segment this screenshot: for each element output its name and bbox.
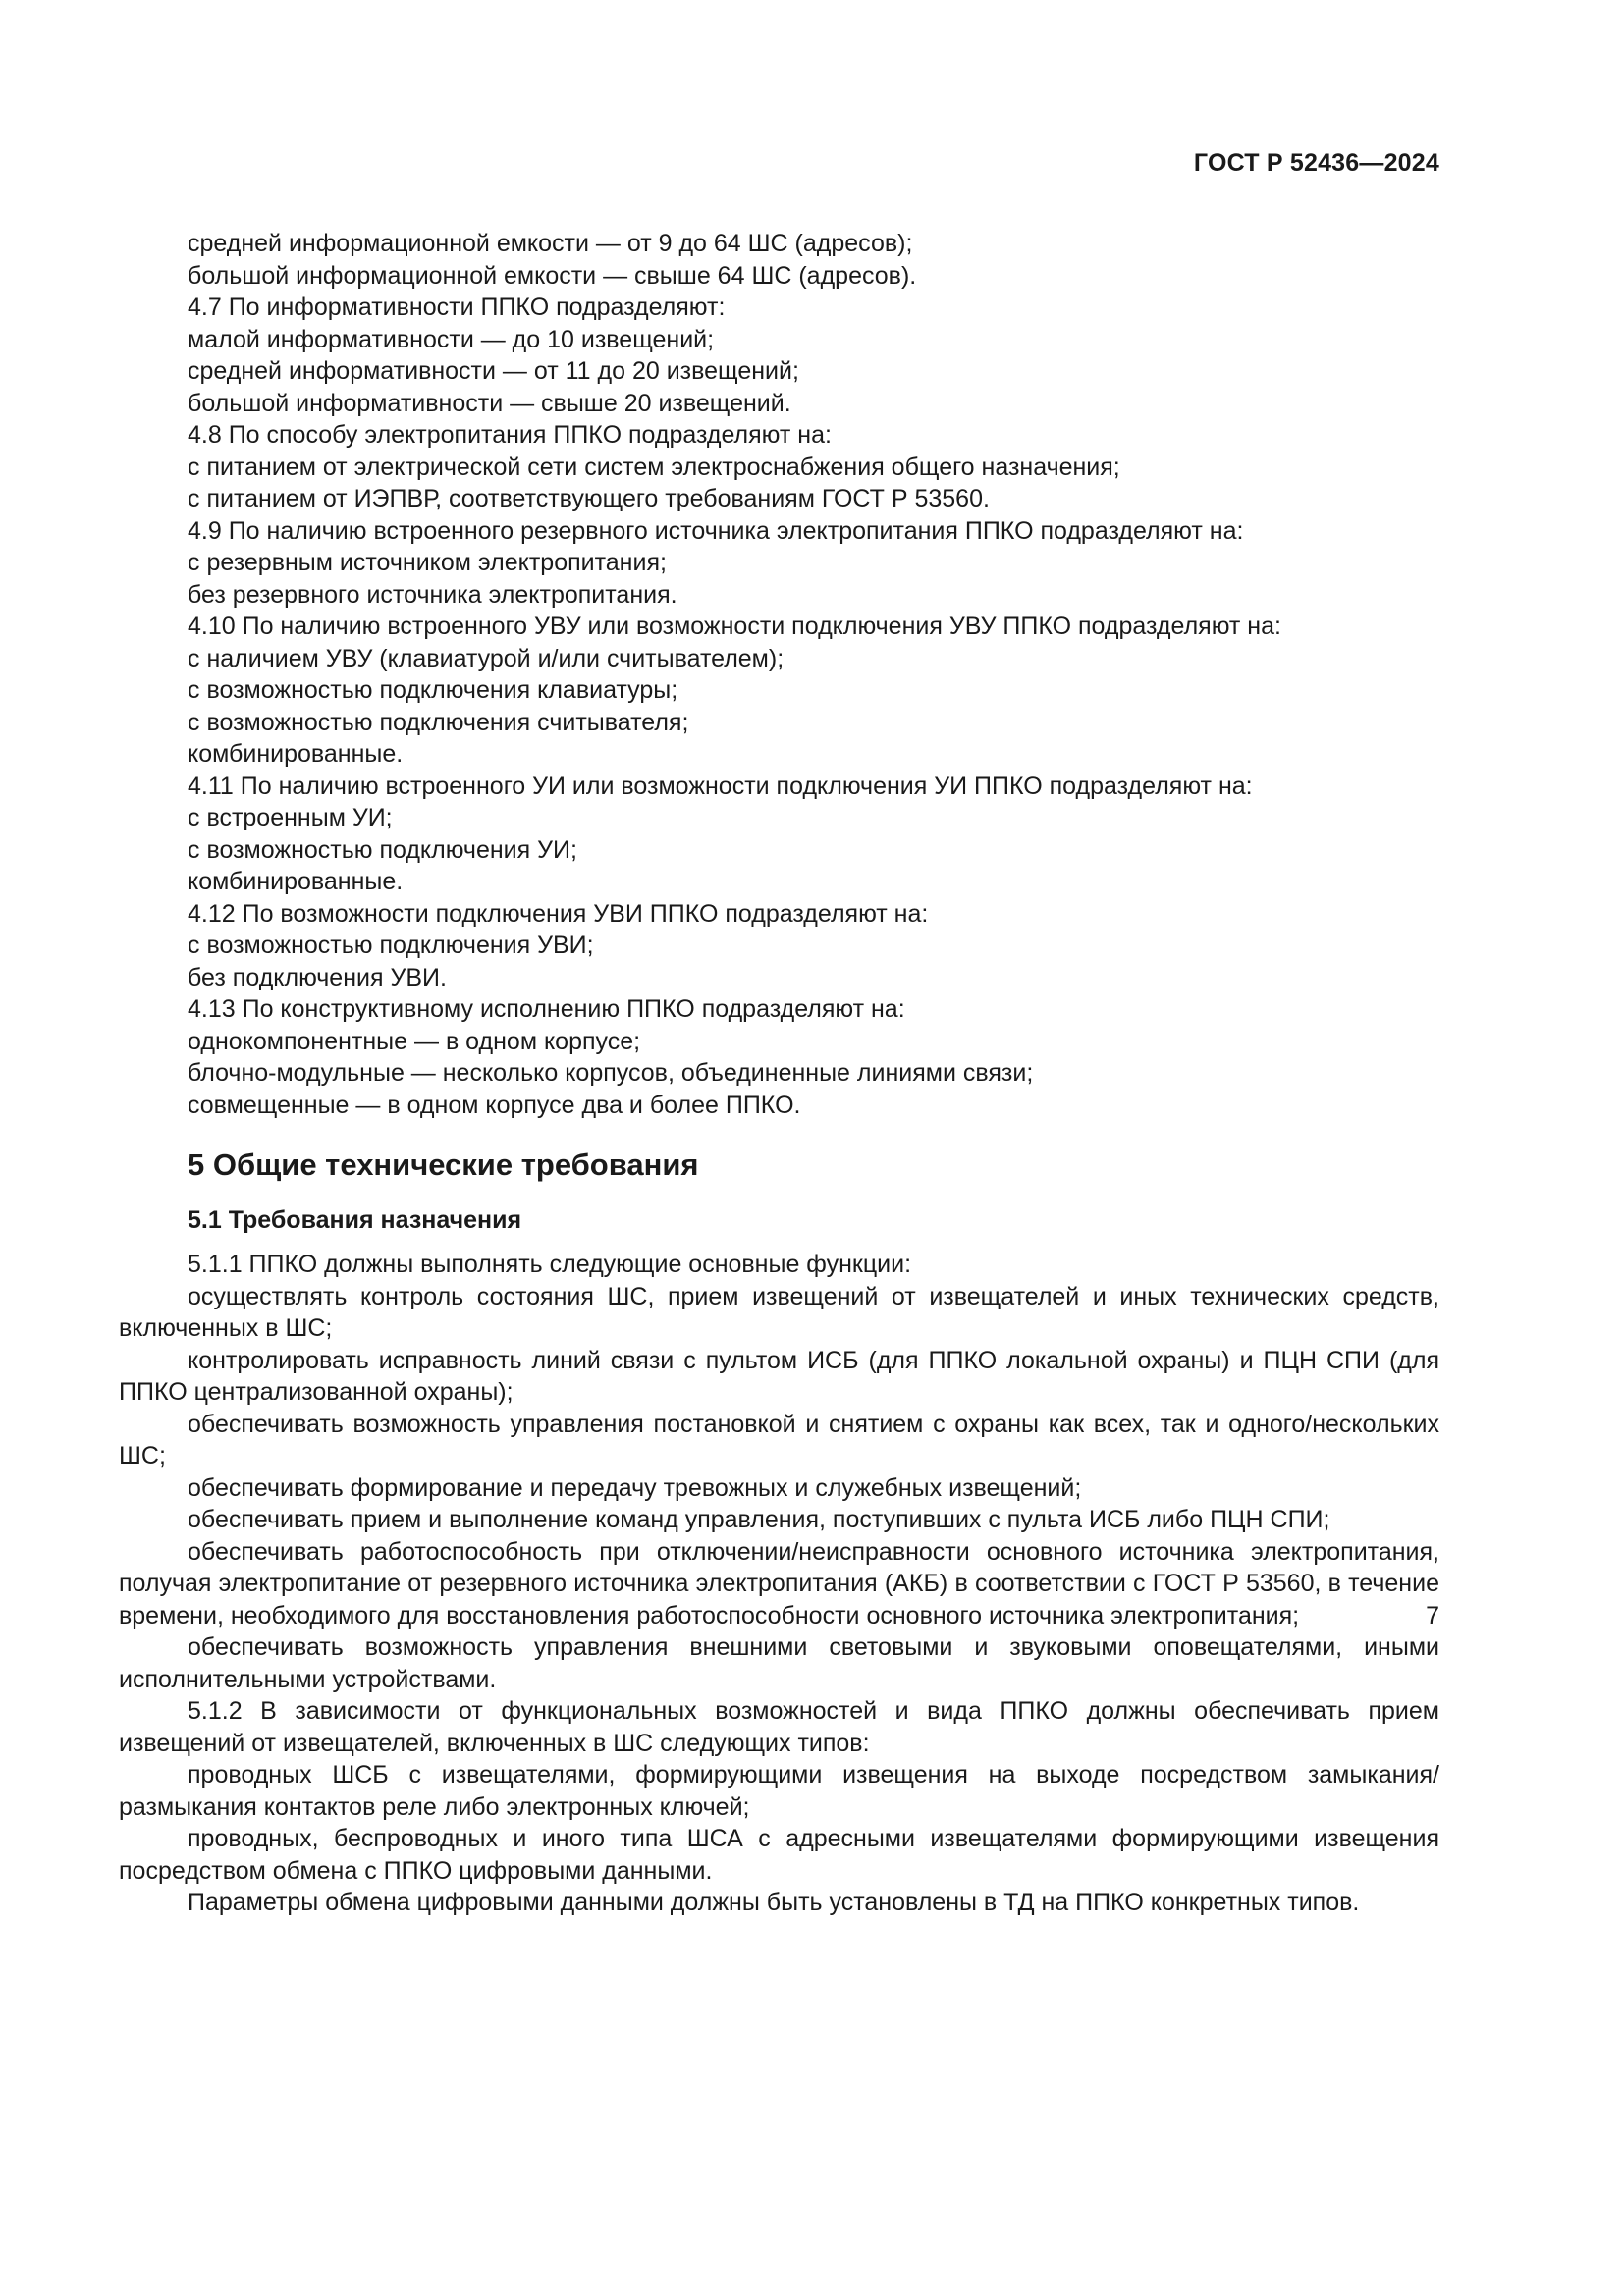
clause-4-11: 4.11 По наличию встроенного УИ или возможности подключения УИ ППКО подразделяют на:	[188, 772, 1253, 800]
document-code-header: ГОСТ Р 52436—2024	[1193, 149, 1439, 177]
text-line: с резервным источником электропитания;	[188, 549, 667, 576]
text-line: с наличием УВУ (клавиатурой и/или считывателем);	[188, 644, 785, 672]
page-number: 7	[1426, 1602, 1439, 1629]
section-heading: 5 Общие технические требования	[188, 1148, 699, 1182]
paragraph: проводных ШСБ с извещателями, формирующими извещения на выходе посредством замыкания/размыкания контактов реле либо электронных ключей;	[119, 1761, 1439, 1821]
text-line: комбинированные.	[188, 868, 404, 895]
text-line: средней информационной емкости — от 9 до 64 ШС (адресов);	[188, 230, 913, 257]
clause-5-1-2: 5.1.2 В зависимости от функциональных возможностей и вида ППКО должны обеспечивать прием извещений от извещателей, включенных в ШС следующих типов:	[119, 1697, 1439, 1757]
paragraph: обеспечивать возможность управления внешними световыми и звуковыми оповещателями, иными исполнительными устройствами.	[119, 1633, 1439, 1693]
clause-4-8: 4.8 По способу электропитания ППКО подразделяют на:	[188, 421, 832, 449]
text-line: малой информативности — до 10 извещений;	[188, 325, 715, 353]
text-line: с питанием от ИЭПВР, соответствующего требованиям ГОСТ Р 53560.	[188, 485, 990, 512]
subsection-heading: 5.1 Требования назначения	[188, 1206, 522, 1234]
clause-4-7: 4.7 По информативности ППКО подразделяют:	[188, 294, 726, 321]
text-line: с возможностью подключения УИ;	[188, 835, 577, 864]
page-content	[119, 228, 1439, 1919]
paragraph: обеспечивать возможность управления постановкой и снятием с охраны как всех, так и одного/нескольких ШС;	[119, 1410, 1439, 1469]
text-line: с возможностью подключения считывателя;	[188, 708, 689, 736]
clause-5-1-1: 5.1.1 ППКО должны выполнять следующие основные функции:	[188, 1251, 912, 1278]
paragraph: обеспечивать формирование и передачу тревожных и служебных извещений;	[188, 1473, 1082, 1502]
paragraph: проводных, беспроводных и иного типа ШСА с адресными извещателями формирующими извещения посредством обмена с ППКО цифровыми данными.	[119, 1825, 1439, 1885]
text-line: однокомпонентные — в одном корпусе;	[188, 1027, 641, 1055]
text-line: комбинированные.	[188, 740, 404, 768]
paragraph: обеспечивать работоспособность при отключении/неисправности основного источника электропитания, получая электропитание от резервного источника электропитания (АКБ) в соответствии с ГОСТ Р 53560, в течение времени, необходимого для восстановления работоспособности основного источника электропитания;	[119, 1537, 1439, 1629]
clause-4-12: 4.12 По возможности подключения УВИ ППКО подразделяют на:	[188, 899, 929, 928]
text-line: без резервного источника электропитания.	[188, 580, 677, 609]
text-line: с встроенным УИ;	[188, 804, 393, 831]
text-line: без подключения УВИ.	[188, 963, 447, 991]
requirements-body	[119, 1249, 1439, 1919]
text-line: с возможностью подключения УВИ;	[188, 932, 594, 959]
paragraph: контролировать исправность линий связи с пультом ИСБ (для ППКО локальной охраны) и ПЦН СПИ (для ППКО централизованной охраны);	[119, 1346, 1439, 1406]
paragraph: осуществлять контроль состояния ШС, прием извещений от извещателей и иных технических средств, включенных в ШС;	[119, 1282, 1439, 1342]
text-line: средней информативности — от 11 до 20 извещений;	[188, 357, 799, 385]
paragraph: обеспечивать прием и выполнение команд управления, поступивших с пульта ИСБ либо ПЦН СПИ;	[188, 1506, 1330, 1533]
classification-list	[119, 228, 1439, 1121]
clause-4-13: 4.13 По конструктивному исполнению ППКО подразделяют на:	[188, 995, 905, 1023]
text-line: большой информативности — свыше 20 извещений.	[188, 389, 791, 417]
paragraph: Параметры обмена цифровыми данными должны быть установлены в ТД на ППКО конкретных типов.	[188, 1889, 1360, 1916]
text-line: совмещенные — в одном корпусе два и более ППКО.	[188, 1091, 801, 1119]
clause-4-9: 4.9 По наличию встроенного резервного источника электропитания ППКО подразделяют на:	[188, 516, 1244, 545]
text-line: большой информационной емкости — свыше 64 ШС (адресов).	[188, 261, 917, 290]
clause-4-10: 4.10 По наличию встроенного УВУ или возможности подключения УВУ ППКО подразделяют на:	[188, 613, 1281, 640]
text-line: с возможностью подключения клавиатуры;	[188, 676, 678, 704]
text-line: с питанием от электрической сети систем электроснабжения общего назначения;	[188, 453, 1120, 481]
text-line: блочно-модульные — несколько корпусов, объединенные линиями связи;	[188, 1059, 1034, 1087]
